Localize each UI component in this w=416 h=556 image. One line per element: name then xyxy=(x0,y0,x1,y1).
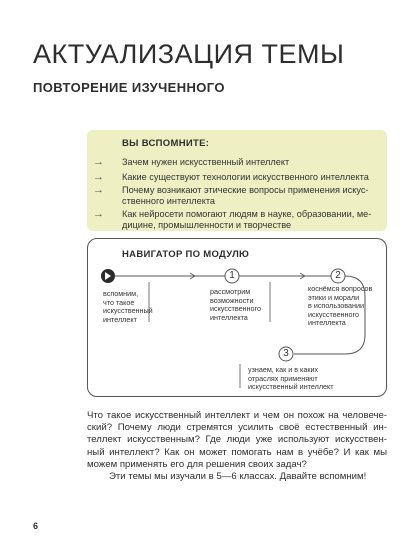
recall-item: Почему возникают этические вопросы применения искус- ственного интеллекта xyxy=(122,185,369,207)
arrow-icon: → xyxy=(93,208,104,220)
section-title: ПОВТОРЕНИЕ ИЗУЧЕННОГО xyxy=(33,80,225,95)
arrow-icon: → xyxy=(93,171,104,183)
recall-heading: ВЫ ВСПОМНИТЕ: xyxy=(122,138,210,149)
step-text-0: вспомним, что такое искусственный интеллект xyxy=(103,289,153,324)
step-number-2: 2 xyxy=(335,270,341,281)
step-text-1: рассмотрим возможности искусственного интеллекта xyxy=(210,287,261,322)
page-title: АКТУАЛИЗАЦИЯ ТЕМЫ xyxy=(33,39,345,69)
step-text-3: узнаем, как и в каких отраслях применяют искусственный интеллект xyxy=(248,365,334,392)
arrow-icon: → xyxy=(93,184,104,196)
page-number: 6 xyxy=(33,521,39,531)
arrow-icon: → xyxy=(93,156,104,168)
recall-item: Как нейросети помогают людям в науке, образовании, ме- дицине, промышленности и творчестве xyxy=(122,209,372,231)
body-paragraph-1: Что такое искусственный интеллект и чем он похож на человече-ский? Почему люди стремятся усилить своё естественный ин-теллект искусственным? Где люди уже используют искусствен-ный интеллект? Как он может помогать нам в учёбе? И как мы можем применять его для решения своих задач? xyxy=(87,410,387,470)
step-text-2: коснёмся вопросов этики и морали в использовании искусственного интеллекта xyxy=(308,284,373,328)
step-number-1: 1 xyxy=(229,270,235,281)
step-number-3: 3 xyxy=(283,348,289,359)
navigator-heading: НАВИГАТОР ПО МОДУЛЮ xyxy=(122,249,250,260)
body-text xyxy=(87,410,387,483)
recall-item: Зачем нужен искусственный интеллект xyxy=(122,157,290,167)
body-paragraph-2: Эти темы мы изучали в 5—6 классах. Давайте вспомним! xyxy=(109,471,367,483)
recall-item: Какие существуют технологии искусственного интеллекта xyxy=(122,172,369,182)
